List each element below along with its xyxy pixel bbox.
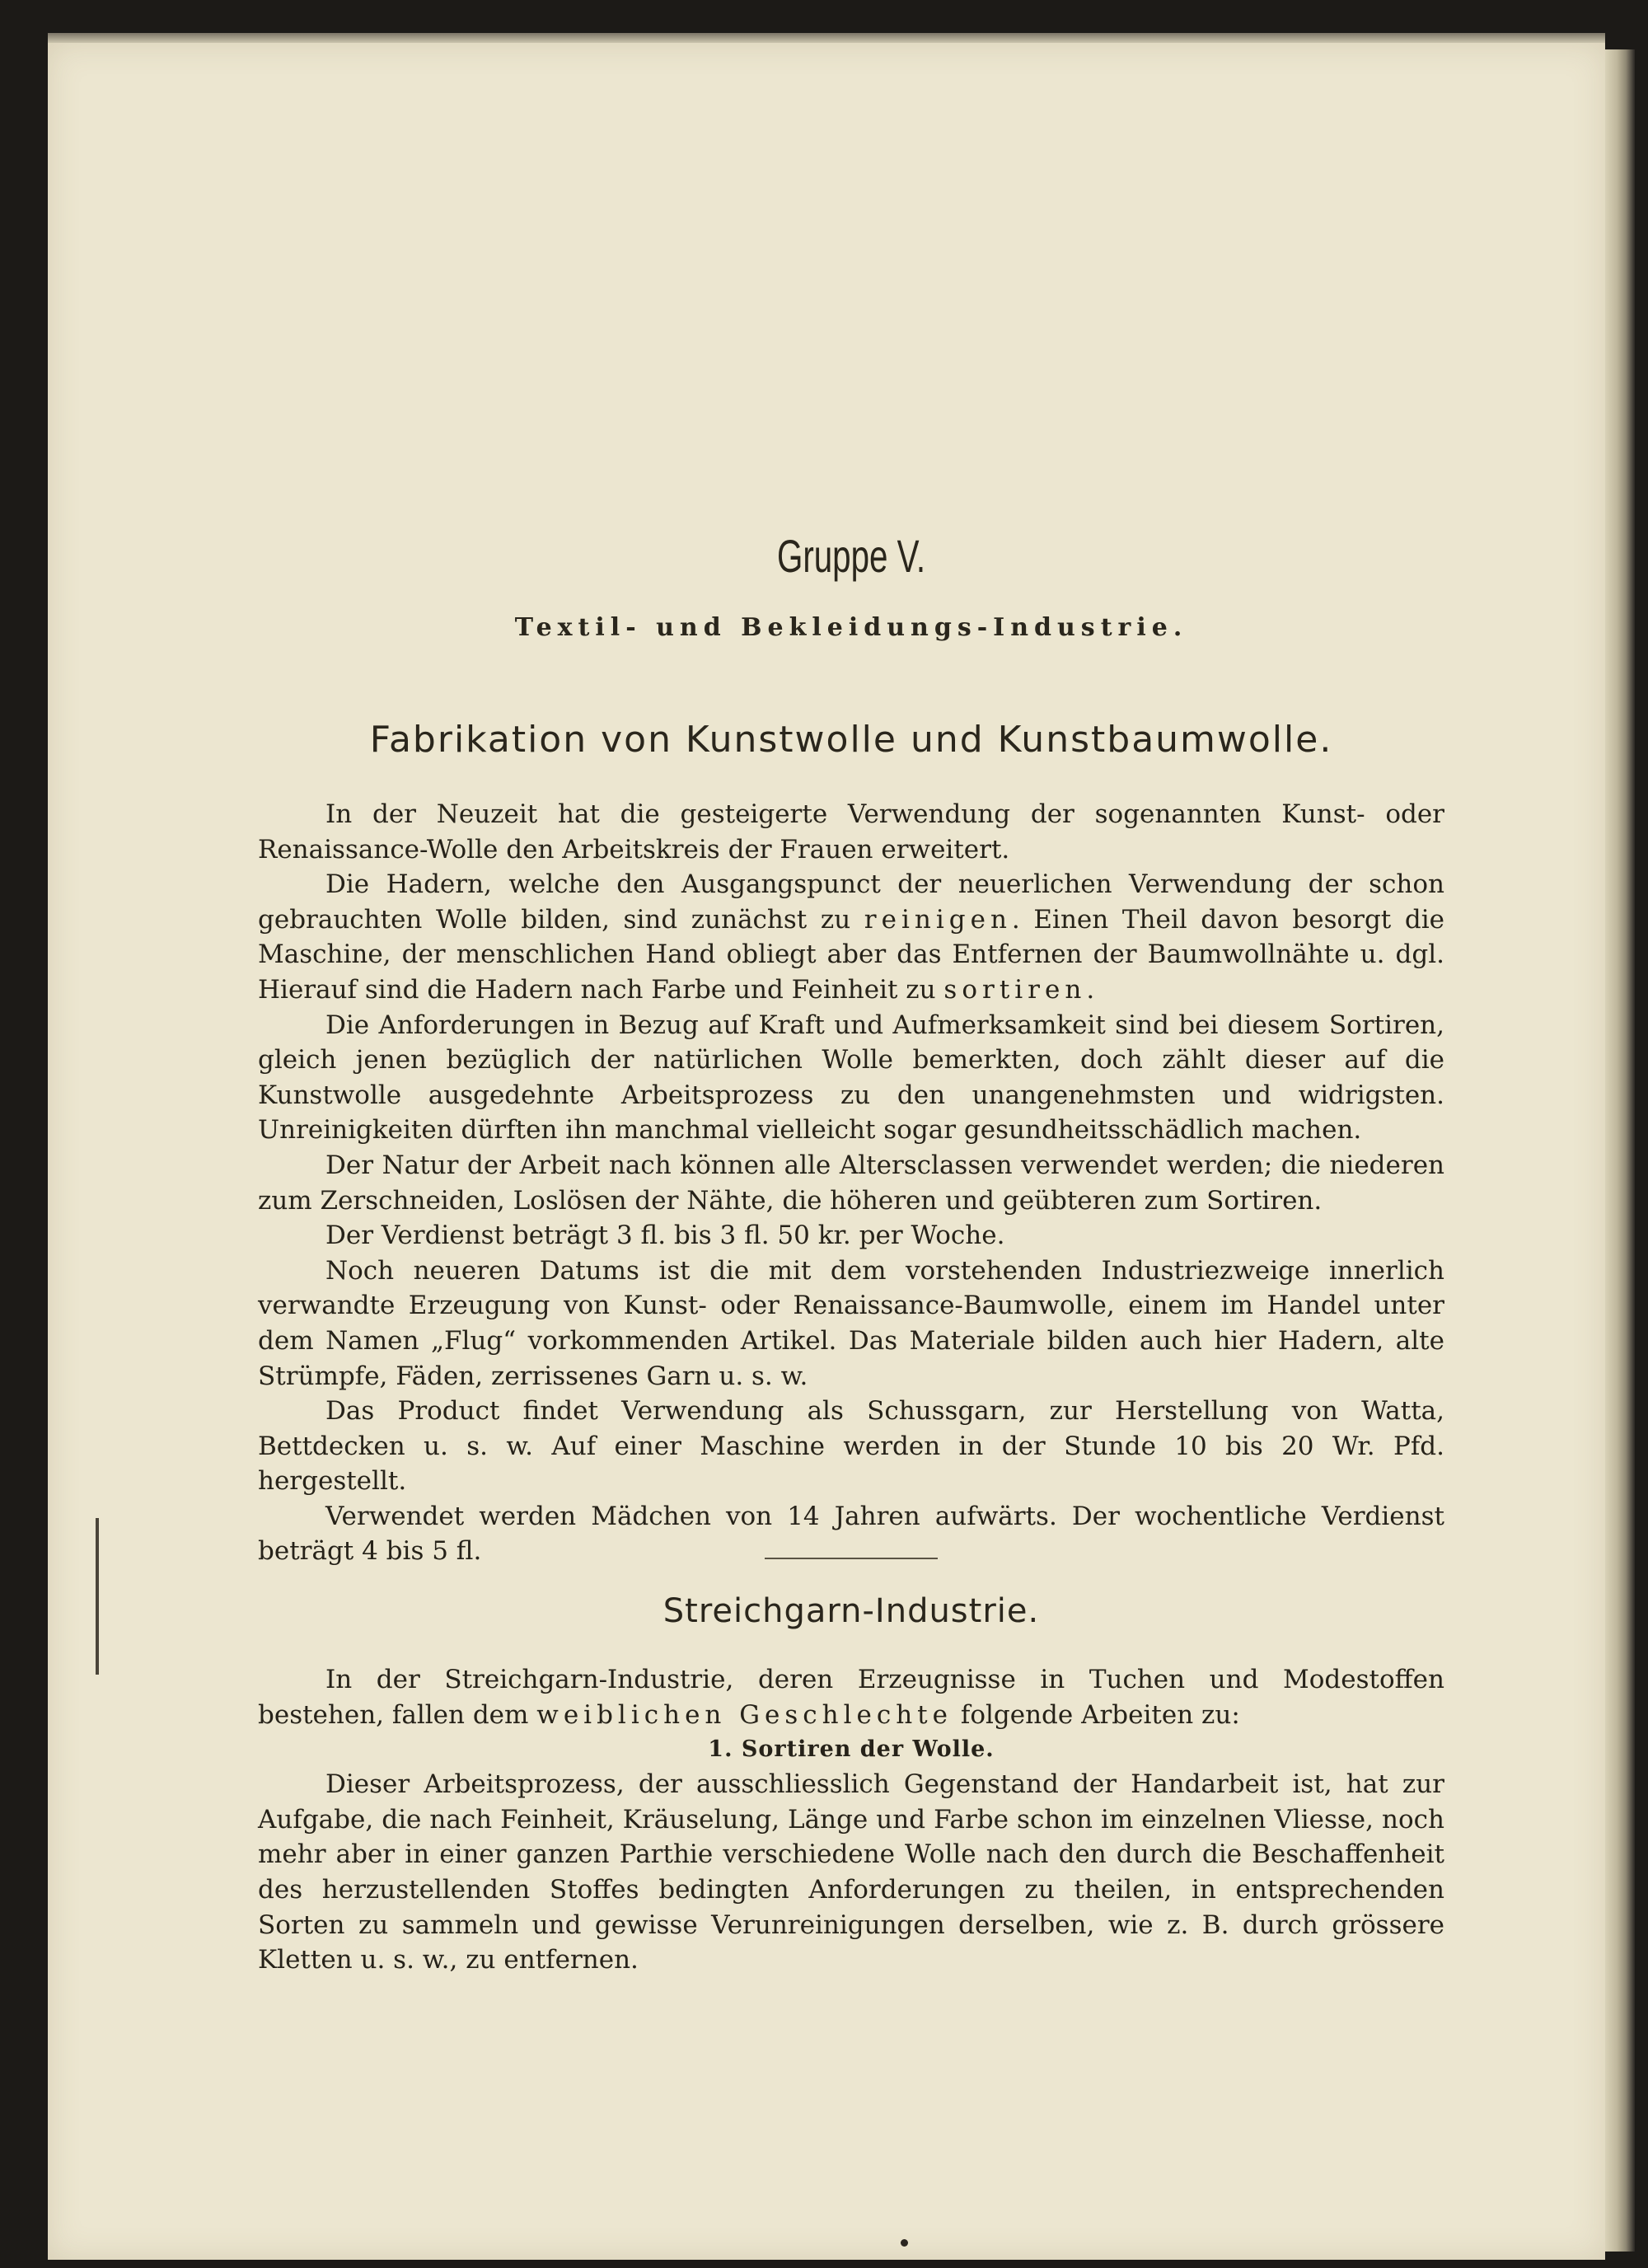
paragraph-text: . Einen Theil davon besorgt die Maschine, der menschlichen Hand obliegt aber das Entfernen der Baumwollnähte u. dgl. Hierauf sind die Hadern nach Farbe und Feinheit zu [258,904,1444,1005]
paragraph: Die Anforderungen in Bezug auf Kraft und Aufmerksamkeit sind bei diesem Sortiren, gleich jenen bezüglich der natürlichen Wolle bemerkten, doch zählt dieser auf die Kunstwolle ausgedehnte Arbeitsprozess zu den unangenehmsten und widrigsten. Unreinigkeiten dürften ihn manchmal vielleicht sogar gesundheitsschädlich machen. [258,1010,1444,1146]
subsection-heading: 1. Sortiren der Wolle. [708,1736,995,1763]
emphasis-text: sortiren [943,974,1087,1005]
paragraph: Verwendet werden Mädchen von 14 Jahren aufwärts. Der wochentliche Verdienst beträgt 4 bis 5 fl. [258,1501,1444,1567]
paragraph: Das Product findet Verwendung als Schussgarn, zur Herstellung von Watta, Bettdecken u. s. w. Auf einer Maschine werden in der Stunde 10 bis 20 Wr. Pfd. hergestellt. [258,1396,1444,1497]
paragraph: Noch neueren Datums ist die mit dem vorstehenden Industriezweige innerlich verwandte Erzeugung von Kunst- oder Renaissance-Baumwolle, einem im Handel unter dem Namen „Flug“ vorkommenden Artikel. Das Materiale bilden auch hier Hadern, alte Strümpfe, Fäden, zerrissenes Garn u. s. w. [258,1255,1444,1391]
paragraph [258,1662,1444,1732]
margin-rule [96,1518,99,1675]
paragraph: Der Natur der Arbeit nach können alle Altersclassen verwendet werden; die niederen zum Zerschneiden, Loslösen der Nähte, die höheren und geübteren zum Sortiren. [258,1150,1444,1216]
group-subtitle: Textil- und Bekleidungs-Industrie. [514,613,1188,642]
paragraph-text: Die Hadern, welche den Ausgangspunct der neuerlichen Verwendung der schon gebrauchten Wolle bilden, sind zunächst zu [258,869,1444,935]
paragraph: Der Verdienst beträgt 3 fl. bis 3 fl. 50 kr. per Woche. [325,1221,1005,1251]
emphasis-text: weiblichen Geschlechte [536,1699,953,1730]
paragraph-text: . [1086,974,1095,1005]
section-title-streichgarn: Streichgarn-Industrie. [662,1592,1040,1630]
section-body-streichgarn [258,1662,1444,1978]
paragraph-text: In der Streichgarn-Industrie, deren Erzeugnisse in Tuchen und Modestoffen bestehen, fallen dem [258,1665,1444,1730]
paragraph: In der Neuzeit hat die gesteigerte Verwendung der sogenannten Kunst- oder Renaissance-Wolle den Arbeitskreis der Frauen erweitert. [258,799,1444,865]
group-title: Gruppe V. [776,530,926,582]
section-title-kunstwolle: Fabrikation von Kunstwolle und Kunstbaumwolle. [369,719,1333,761]
page-stack-edge [1605,49,1635,2252]
ink-dot [901,2239,908,2247]
emphasis-text: reinigen [864,904,1012,935]
book-page [48,43,1605,2260]
paragraph [258,867,1444,1007]
section-body-kunstwolle [258,797,1444,1569]
paragraph: Dieser Arbeitsprozess, der ausschliesslich Gegenstand der Handarbeit ist, hat zur Aufgabe, die nach Feinheit, Kräuselung, Länge und Farbe schon im einzelnen Vliesse, noch mehr aber in einer ganzen Parthie verschiedene Wolle nach den durch die Beschaffenheit des herzustellenden Stoffes bedingten Anforderungen zu theilen, in entsprechenden Sorten zu sammeln und gewisse Verunreinigungen derselben, wie z. B. durch grössere Kletten u. s. w., zu entfernen. [258,1769,1444,1975]
paragraph-text: folgende Arbeiten zu: [960,1699,1240,1730]
section-divider [765,1558,938,1559]
